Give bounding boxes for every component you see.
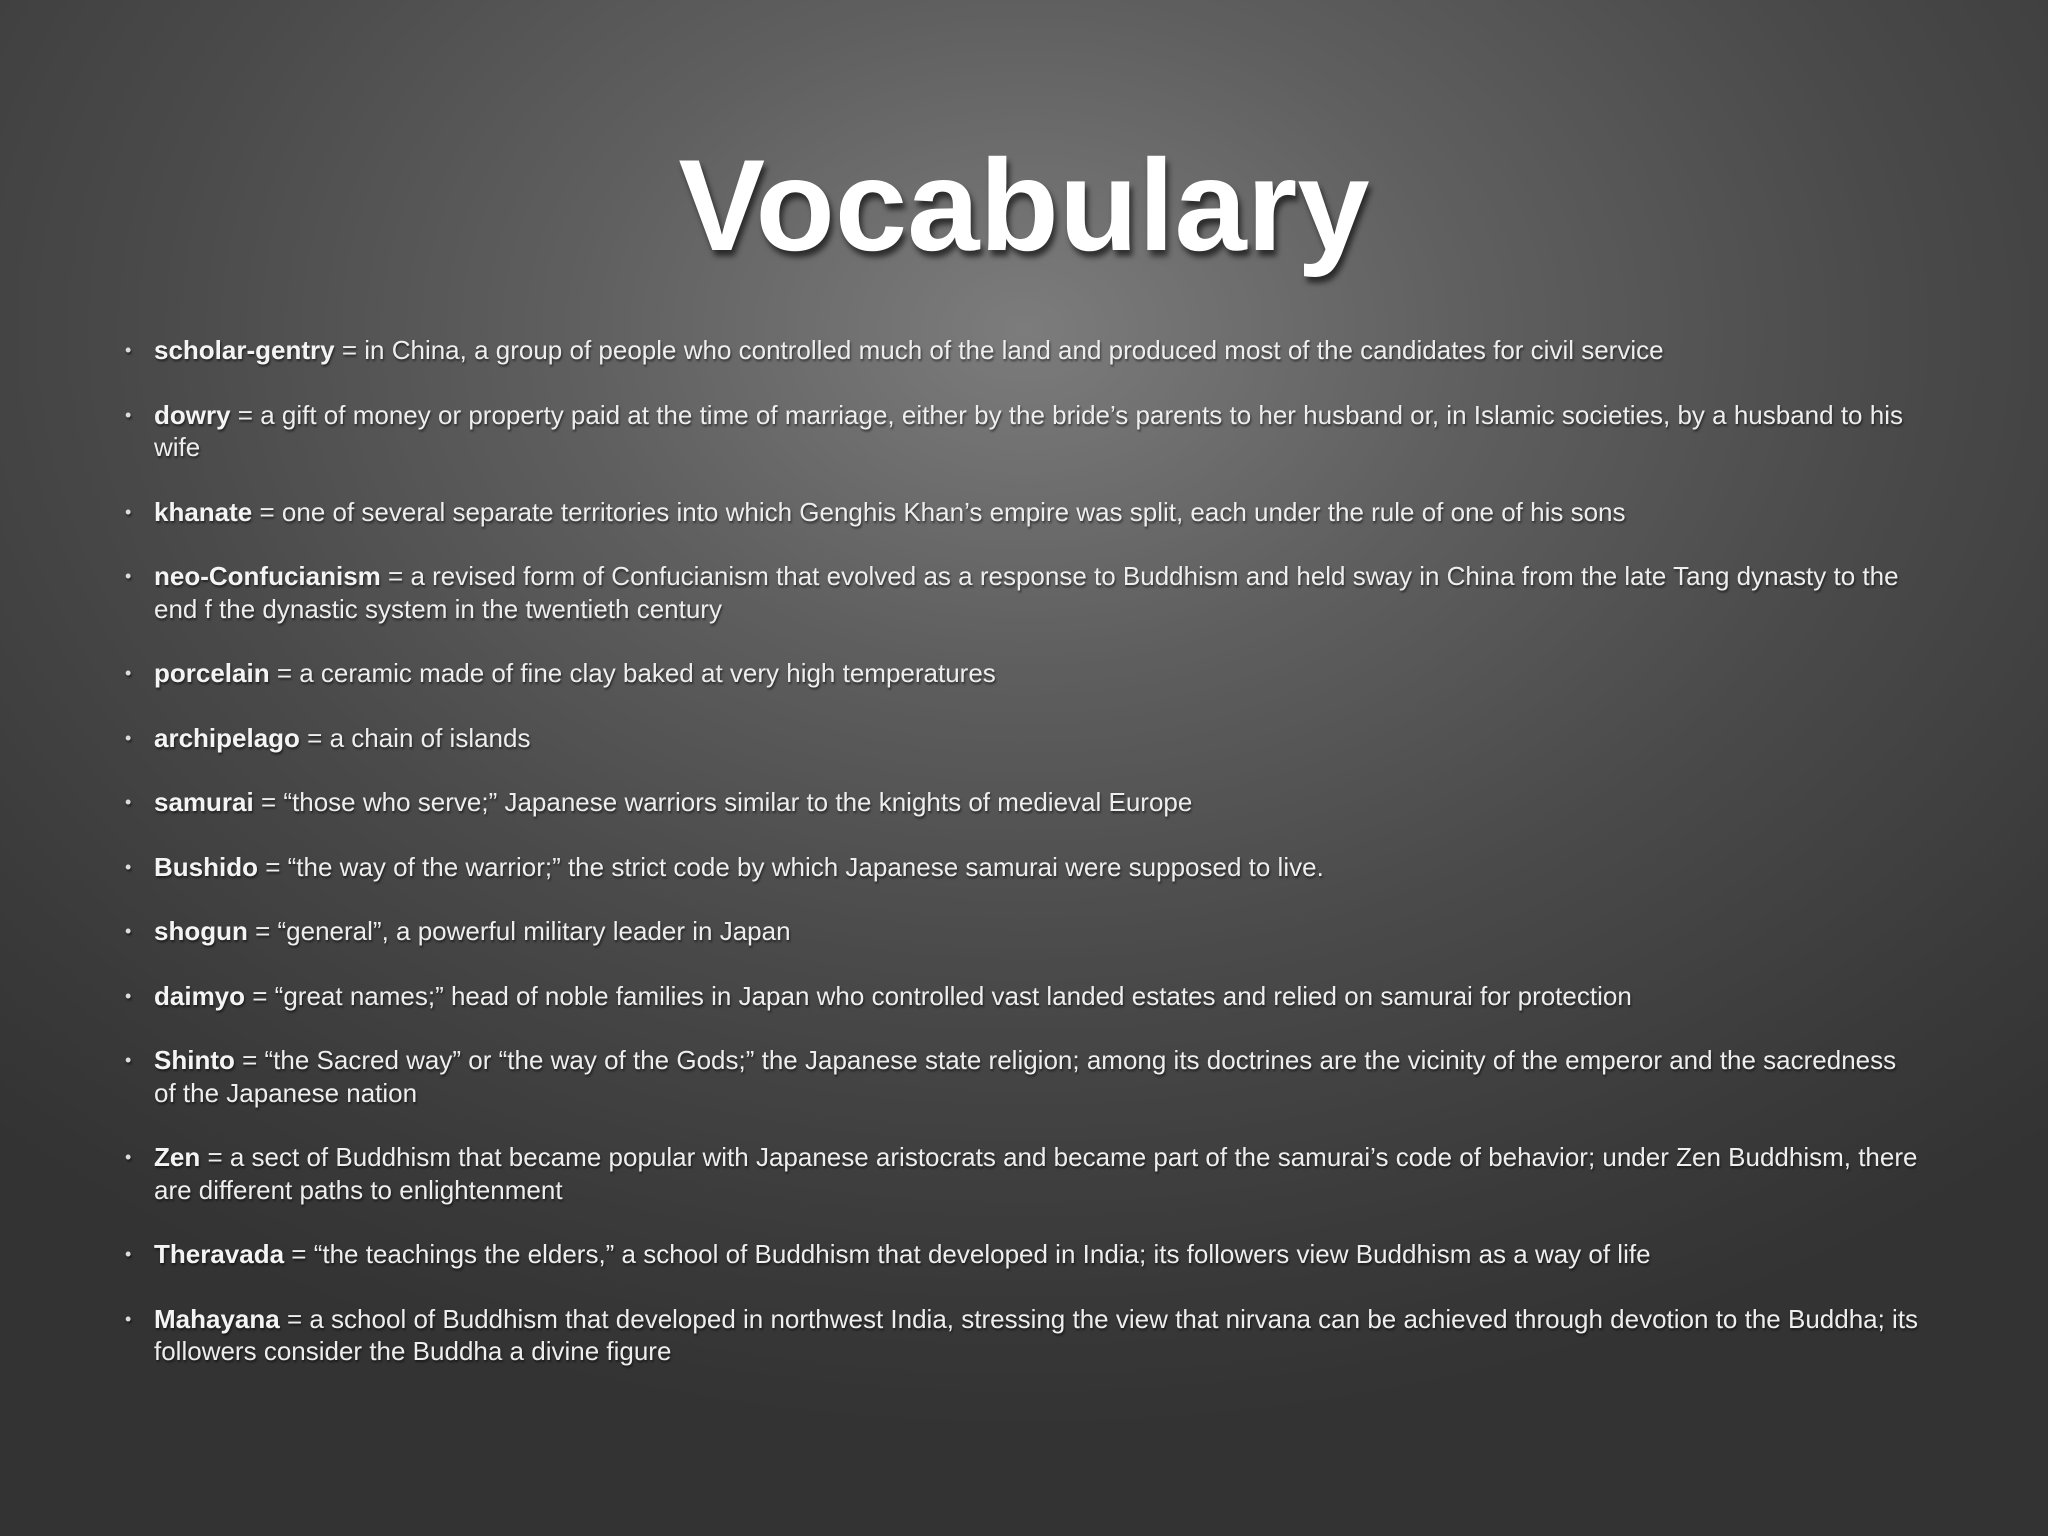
vocabulary-definition: a gift of money or property paid at the time of marriage, either by the bride’s parents to her husband or, in Islamic societies, by a husband to his wife (154, 399, 1903, 462)
term-separator: = (200, 1142, 230, 1172)
vocabulary-term: Mahayana (154, 1303, 280, 1334)
vocabulary-term: archipelago (154, 722, 300, 753)
vocabulary-definition: a sect of Buddhism that became popular with Japanese aristocrats and became part of the samurai’s code of behavior; under Zen Buddhism, there are different paths to enlightenment (154, 1142, 1918, 1205)
vocabulary-item (125, 560, 1925, 625)
term-separator: = (245, 980, 275, 1011)
vocabulary-item (125, 915, 1925, 948)
vocabulary-term: Zen (154, 1142, 201, 1172)
vocabulary-term: khanate (154, 496, 253, 527)
vocabulary-term: porcelain (154, 658, 270, 688)
vocabulary-term: Shinto (154, 1045, 235, 1075)
bullet-icon: • (125, 1308, 132, 1329)
vocabulary-definition: “those who serve;” Japanese warriors similar to the knights of medieval Europe (283, 787, 1193, 817)
vocabulary-item (125, 496, 1925, 529)
term-separator: = (279, 1303, 310, 1334)
term-separator: = (284, 1239, 314, 1269)
term-separator: = (380, 561, 411, 591)
bullet-icon: • (125, 340, 132, 360)
term-separator: = (258, 851, 288, 882)
bullet-icon: • (125, 727, 132, 748)
vocabulary-term: Theravada (154, 1239, 285, 1269)
vocabulary-item (125, 1238, 1925, 1271)
vocabulary-definition: in China, a group of people who controlled much of the land and produced most of the candidates for civil service (364, 335, 1664, 365)
term-separator: = (269, 658, 300, 688)
vocabulary-definition: one of several separate territories into which Genghis Khan’s empire was split, each under the rule of one of his sons (281, 496, 1626, 527)
vocabulary-definition: a school of Buddhism that developed in northwest India, stressing the view that nirvana can be achieved through devotion to the Buddha; its followers consider the Buddha a divine figure (154, 1303, 1919, 1366)
term-separator: = (334, 335, 365, 365)
vocabulary-definition: “general”, a powerful military leader in Japan (277, 916, 791, 946)
vocabulary-term: shogun (154, 916, 248, 946)
bullet-icon: • (125, 792, 132, 812)
vocabulary-term: samurai (154, 787, 254, 817)
bullet-icon: • (125, 1147, 132, 1167)
term-separator: = (253, 787, 284, 817)
term-separator: = (299, 722, 330, 753)
vocabulary-term: scholar-gentry (154, 335, 335, 365)
vocabulary-term: dowry (154, 399, 231, 430)
vocabulary-item (125, 980, 1925, 1013)
vocabulary-item (125, 786, 1925, 819)
term-separator: = (252, 496, 282, 527)
vocabulary-definition: “the Sacred way” or “the way of the Gods;” the Japanese state religion; among its doctrines are the vicinity of the emperor and the sacredness of the Japanese nation (154, 1045, 1897, 1108)
vocabulary-definition: a revised form of Confucianism that evolved as a response to Buddhism and held sway in China from the late Tang dynasty to the end f the dynastic system in the twentieth century (154, 561, 1899, 624)
bullet-icon: • (125, 404, 132, 425)
vocabulary-item (125, 722, 1925, 755)
vocabulary-item (125, 851, 1925, 884)
vocabulary-item (125, 1141, 1925, 1206)
bullet-icon: • (125, 856, 132, 877)
vocabulary-definition: “the teachings the elders,” a school of Buddhism that developed in India; its followers view Buddhism as a way of life (313, 1239, 1651, 1269)
bullet-icon: • (125, 566, 132, 586)
vocabulary-item (125, 399, 1925, 464)
vocabulary-term: Bushido (154, 851, 258, 882)
bullet-icon: • (125, 1244, 132, 1264)
vocabulary-definition: a chain of islands (329, 722, 531, 753)
vocabulary-item (125, 1303, 1925, 1368)
vocabulary-list (125, 334, 1925, 1400)
vocabulary-definition: a ceramic made of fine clay baked at very high temperatures (299, 658, 996, 688)
bullet-icon: • (125, 985, 132, 1006)
vocabulary-item (125, 334, 1925, 367)
bullet-icon: • (125, 1050, 132, 1070)
bullet-icon: • (125, 501, 132, 522)
vocabulary-item (125, 657, 1925, 690)
slide-title: Vocabulary (678, 132, 1370, 278)
term-separator: = (247, 916, 278, 946)
bullet-icon: • (125, 921, 132, 941)
vocabulary-term: neo-Confucianism (154, 561, 381, 591)
bullet-icon: • (125, 663, 132, 683)
vocabulary-term: daimyo (154, 980, 246, 1011)
term-separator: = (234, 1045, 265, 1075)
vocabulary-definition: “the way of the warrior;” the strict code by which Japanese samurai were supposed to live. (287, 851, 1324, 882)
vocabulary-item (125, 1044, 1925, 1109)
term-separator: = (230, 399, 261, 430)
vocabulary-definition: “great names;” head of noble families in Japan who controlled vast landed estates and relied on samurai for protection (274, 980, 1632, 1011)
